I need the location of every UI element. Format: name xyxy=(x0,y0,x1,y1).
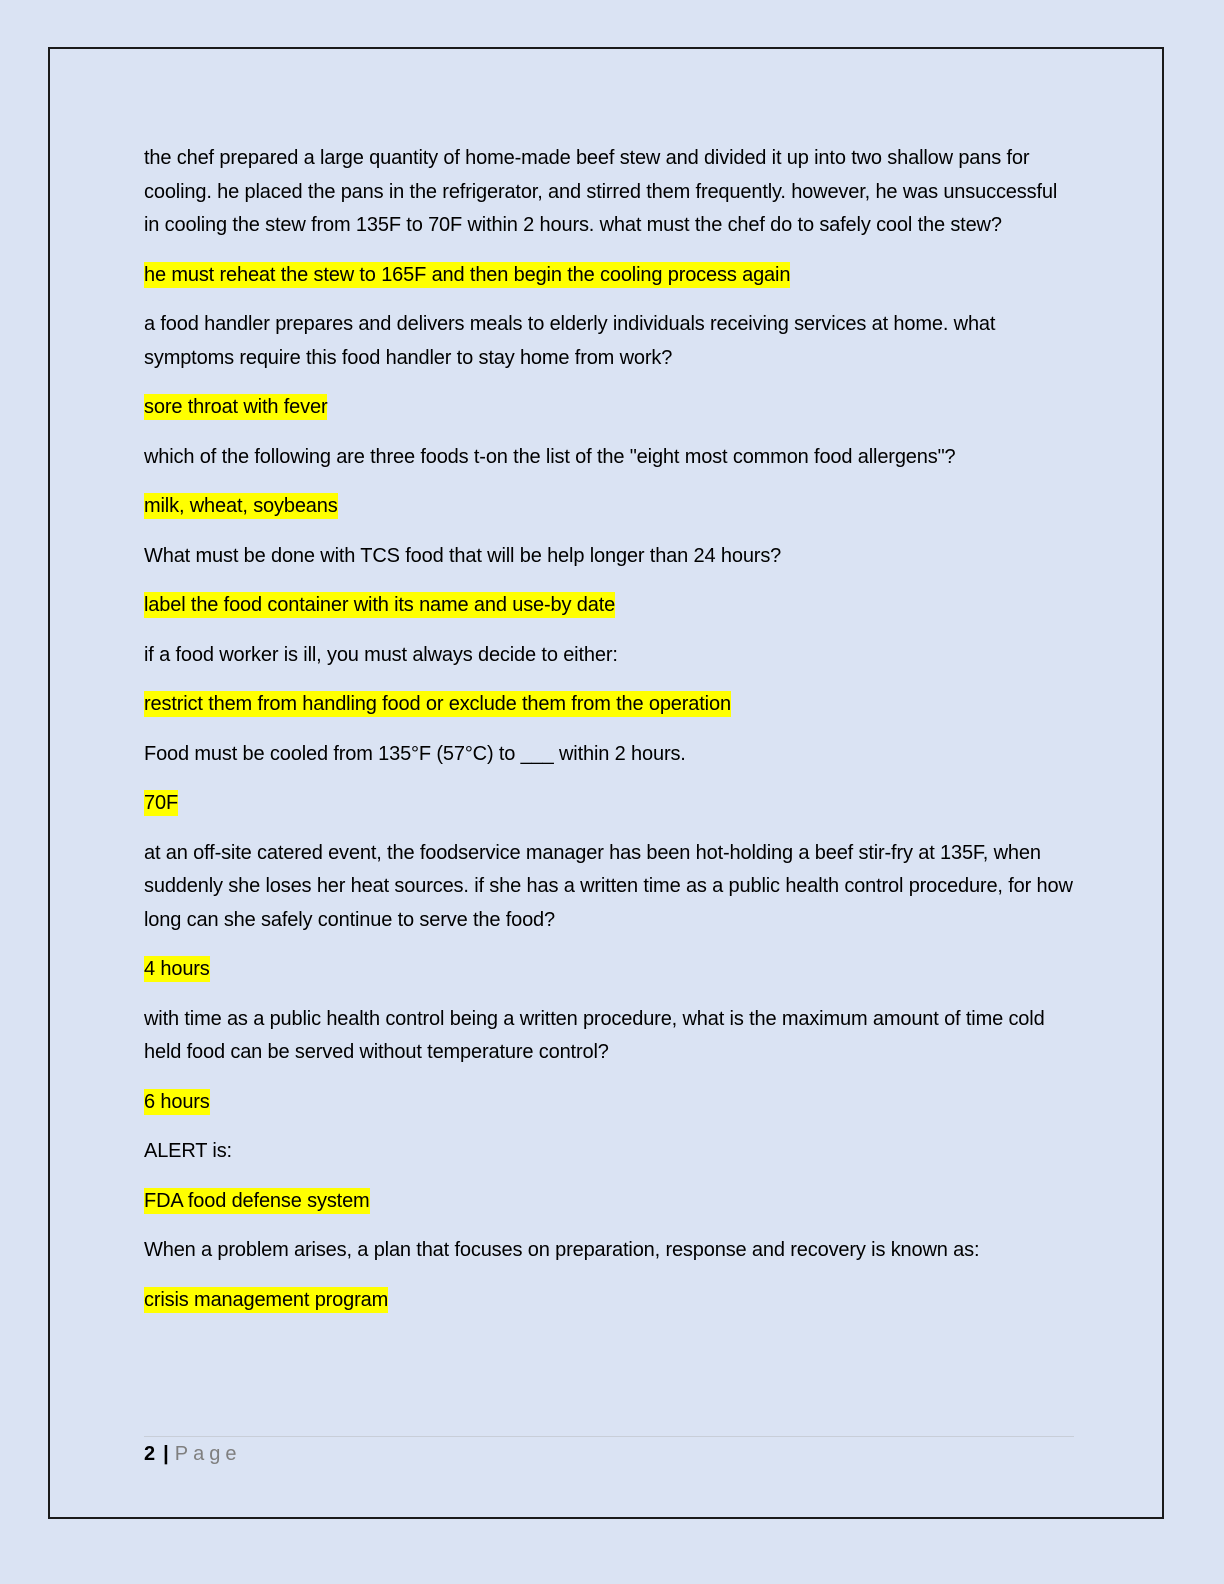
question-text: Food must be cooled from 135°F (57°C) to ___ within 2 hours. xyxy=(144,742,686,765)
page-label: Page xyxy=(174,1443,242,1465)
answer-text xyxy=(144,589,1074,623)
answer-text xyxy=(144,490,1074,524)
question-text: ALERT is: xyxy=(144,1140,232,1162)
answer-highlight: sore throat with fever xyxy=(144,396,328,418)
question-text: if a food worker is ill, you must always decide to either: xyxy=(144,643,618,666)
answer-highlight: restrict them from handling food or exclude them from the operation xyxy=(144,693,731,715)
question-text: What must be done with TCS food that will be help longer than 24 hours? xyxy=(144,544,782,567)
footer-divider xyxy=(144,1436,1074,1437)
answer-text xyxy=(144,953,1074,987)
footer-separator: | xyxy=(163,1443,169,1465)
answer-highlight: milk, wheat, soybeans xyxy=(144,495,338,517)
answer-highlight: label the food container with its name and use-by date xyxy=(144,594,616,616)
answer-text xyxy=(144,688,1074,722)
question-text: When a problem arises, a plan that focuses on preparation, response and recovery is known as: xyxy=(144,1239,980,1261)
document-body xyxy=(144,142,1074,1333)
question-text: the chef prepared a large quantity of home-made beef stew and divided it up into two shallow pans for cooling. he placed the pans in the refrigerator, and stirred them frequently. however, he was unsuccessful in cooling the stew from 135F to 70F within 2 hours. what must the chef do to safely cool the stew? xyxy=(144,147,1058,236)
answer-highlight: he must reheat the stew to 165F and then begin the cooling process again xyxy=(144,263,791,286)
answer-highlight: 6 hours xyxy=(144,1090,210,1113)
answer-text xyxy=(144,391,1074,425)
answer-highlight: FDA food defense system xyxy=(144,1189,370,1212)
answer-text xyxy=(144,1185,1074,1219)
page-footer xyxy=(144,1440,241,1468)
answer-highlight: 4 hours xyxy=(144,958,210,980)
answer-text xyxy=(144,787,1074,821)
page-number: 2 xyxy=(144,1443,156,1465)
question-text: a food handler prepares and delivers meals to elderly individuals receiving services at home. what symptoms require this food handler to stay home from work? xyxy=(144,313,996,369)
answer-text xyxy=(144,259,1074,293)
answer-text xyxy=(144,1086,1074,1120)
question-text: with time as a public health control being a written procedure, what is the maximum amount of time cold held food can be served without temperature control? xyxy=(144,1007,1045,1063)
answer-highlight: 70F xyxy=(144,792,179,814)
question-text: at an off-site catered event, the foodservice manager has been hot-holding a beef stir-fry at 135F, when suddenly she loses her heat sources. if she has a written time as a public health control procedure, for how long can she safely continue to serve the food? xyxy=(144,841,1073,931)
answer-highlight: crisis management program xyxy=(144,1288,389,1311)
question-text: which of the following are three foods t-on the list of the "eight most common food allergens"? xyxy=(144,445,956,468)
answer-text xyxy=(144,1284,1074,1318)
